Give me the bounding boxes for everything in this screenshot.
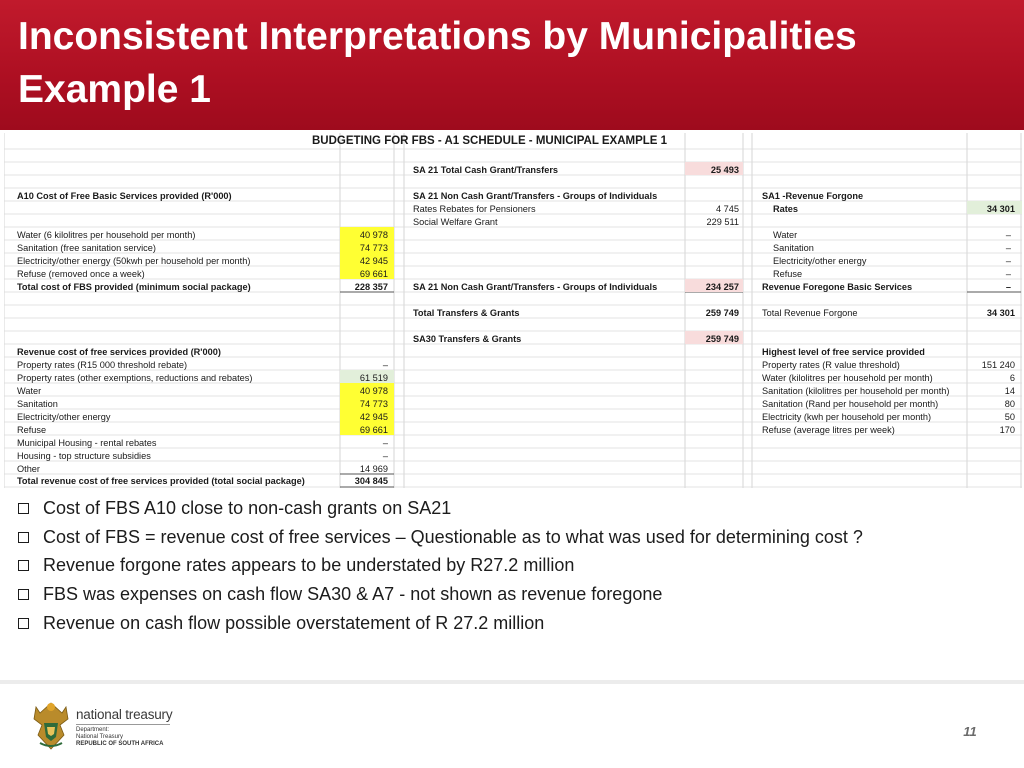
cash-grant-value: 25 493 — [710, 165, 739, 175]
revenue-cost-row-value: – — [382, 360, 388, 370]
total-transfers-value: 259 749 — [705, 308, 739, 318]
org-underline — [76, 724, 170, 725]
revenue-cost-row-value: – — [382, 451, 388, 461]
bullet-item — [18, 552, 1018, 581]
revenue-forgone-row-label: Electricity/other energy — [773, 256, 867, 266]
dept-line1: Department: — [76, 727, 110, 733]
noncash-row-value: 229 511 — [706, 217, 739, 227]
slide-title-line2: Example 1 — [18, 68, 211, 111]
highest-level-row-value: 151 240 — [981, 360, 1015, 370]
bullet-item — [18, 523, 1018, 552]
dept-line2: National Treasury — [76, 734, 124, 740]
revenue-forgone-title: SA1 -Revenue Forgone — [762, 191, 864, 201]
revenue-cost-section-title: Revenue cost of free services provided (R'000) — [17, 347, 221, 357]
rates-value: 34 301 — [986, 204, 1015, 214]
revenue-cost-row-label: Property rates (other exemptions, reductions and rebates) — [17, 373, 253, 383]
revenue-cost-row-label: Sanitation — [17, 399, 58, 409]
revenue-forgone-row-value: – — [1005, 230, 1011, 240]
revenue-cost-row-label: Property rates (R15 000 threshold rebate) — [17, 360, 188, 370]
bullet-text: FBS was expenses on cash flow SA30 & A7 - not shown as revenue foregone — [43, 584, 663, 605]
revenue-forgone-row-label: Refuse — [773, 269, 803, 279]
a10-row-value: 74 773 — [359, 243, 388, 253]
a10-row-value: 42 945 — [359, 256, 388, 266]
basic-services-value: – — [1005, 282, 1011, 292]
sa30-value: 259 749 — [705, 334, 739, 344]
noncash-total-value: 234 257 — [705, 282, 739, 292]
bullet-text: Cost of FBS = revenue cost of free services – Questionable as to what was used for determining cost ? — [43, 526, 863, 547]
revenue-cost-row-value: 61 519 — [359, 373, 388, 383]
revenue-cost-row-label: Electricity/other energy — [17, 412, 111, 422]
revenue-cost-total-label: Total revenue cost of free services provided (total social package) — [17, 476, 305, 486]
highest-level-row-value: 6 — [1009, 373, 1015, 383]
revenue-cost-row-value: 42 945 — [359, 412, 388, 422]
coat-of-arms-icon — [28, 699, 74, 753]
bullet-item — [18, 494, 1018, 523]
highest-level-title: Highest level of free service provided — [762, 347, 925, 357]
rates-label: Rates — [773, 204, 799, 214]
org-name: national treasury — [76, 707, 173, 722]
dept-line3: REPUBLIC OF SOUTH AFRICA — [76, 741, 164, 747]
checkbox-bullet-icon — [18, 618, 29, 629]
footer-divider — [0, 680, 1024, 684]
noncash-row-value: 4 745 — [716, 204, 739, 214]
highest-level-row-label: Electricity (kwh per household per month) — [762, 412, 932, 422]
revenue-cost-row-value: – — [382, 438, 388, 448]
checkbox-bullet-icon — [18, 560, 29, 571]
page-number: 11 — [963, 724, 977, 739]
revenue-forgone-row-label: Water — [773, 230, 798, 240]
revenue-cost-row-value: 40 978 — [359, 386, 388, 396]
highest-level-row-label: Refuse (average litres per week) — [762, 425, 895, 435]
revenue-cost-row-value: 74 773 — [359, 399, 388, 409]
revenue-forgone-row-value: – — [1005, 269, 1011, 279]
bullet-item — [18, 609, 1018, 638]
highest-level-row-value: 50 — [1004, 412, 1015, 422]
highest-level-row-label: Sanitation (Rand per household per month) — [762, 399, 939, 409]
a10-row-label: Refuse (removed once a week) — [17, 269, 145, 279]
sheet-title: BUDGETING FOR FBS - A1 SCHEDULE - MUNICIPAL EXAMPLE 1 — [312, 135, 668, 147]
bullet-list — [18, 494, 1018, 638]
cash-grant-label: SA 21 Total Cash Grant/Transfers — [413, 165, 559, 175]
revenue-cost-row-label: Housing - top structure subsidies — [17, 451, 151, 461]
revenue-cost-row-label: Municipal Housing - rental rebates — [17, 438, 157, 448]
total-transfers-label: Total Transfers & Grants — [413, 308, 520, 318]
highest-level-row-value: 80 — [1004, 399, 1015, 409]
revenue-forgone-row-label: Sanitation — [773, 243, 814, 253]
bullet-text: Revenue forgone rates appears to be understated by R27.2 million — [43, 555, 575, 576]
highest-level-row-label: Property rates (R value threshold) — [762, 360, 900, 370]
revenue-forgone-row-value: – — [1005, 243, 1011, 253]
sa30-label: SA30 Transfers & Grants — [413, 334, 522, 344]
checkbox-bullet-icon — [18, 532, 29, 543]
slide-title-line1: Inconsistent Interpretations by Municipalities — [18, 15, 857, 58]
a10-row-label: Sanitation (free sanitation service) — [17, 243, 156, 253]
bullet-text: Cost of FBS A10 close to non-cash grants on SA21 — [43, 497, 452, 518]
highest-level-row-label: Sanitation (kilolitres per household per month) — [762, 386, 950, 396]
revenue-cost-row-label: Water — [17, 386, 42, 396]
a10-row-label: Electricity/other energy (50kwh per household per month) — [17, 256, 251, 266]
total-forgone-label: Total Revenue Forgone — [762, 308, 858, 318]
noncash-row-label: Social Welfare Grant — [413, 217, 498, 227]
checkbox-bullet-icon — [18, 503, 29, 514]
slide-title — [18, 10, 1018, 116]
a10-total-label: Total cost of FBS provided (minimum social package) — [17, 282, 251, 292]
highest-level-row-value: 170 — [999, 425, 1015, 435]
total-forgone-value: 34 301 — [986, 308, 1015, 318]
a10-total-value: 228 357 — [354, 282, 388, 292]
title-banner — [0, 0, 1024, 130]
bullet-text: Revenue on cash flow possible overstatement of R 27.2 million — [43, 613, 545, 634]
revenue-cost-row-label: Refuse — [17, 425, 47, 435]
bullet-item — [18, 580, 1018, 609]
basic-services-label: Revenue Foregone Basic Services — [762, 282, 913, 292]
revenue-cost-row-value: 14 969 — [359, 464, 388, 474]
noncash-total-label: SA 21 Non Cash Grant/Transfers - Groups of Individuals — [413, 282, 658, 292]
revenue-cost-row-value: 69 661 — [359, 425, 388, 435]
highest-level-row-label: Water (kilolitres per household per month) — [762, 373, 933, 383]
revenue-forgone-row-value: – — [1005, 256, 1011, 266]
highest-level-row-value: 14 — [1004, 386, 1015, 396]
checkbox-bullet-icon — [18, 589, 29, 600]
a10-row-label: Water (6 kilolitres per household per month) — [17, 230, 196, 240]
noncash-title: SA 21 Non Cash Grant/Transfers - Groups of Individuals — [413, 191, 658, 201]
budget-schedule-table — [4, 133, 1022, 488]
noncash-row-label: Rates Rebates for Pensioners — [413, 204, 536, 214]
a10-row-value: 40 978 — [359, 230, 388, 240]
revenue-cost-row-label: Other — [17, 464, 40, 474]
a10-row-value: 69 661 — [359, 269, 388, 279]
revenue-cost-total-value: 304 845 — [354, 476, 388, 486]
a10-section-title: A10 Cost of Free Basic Services provided (R'000) — [17, 191, 232, 201]
